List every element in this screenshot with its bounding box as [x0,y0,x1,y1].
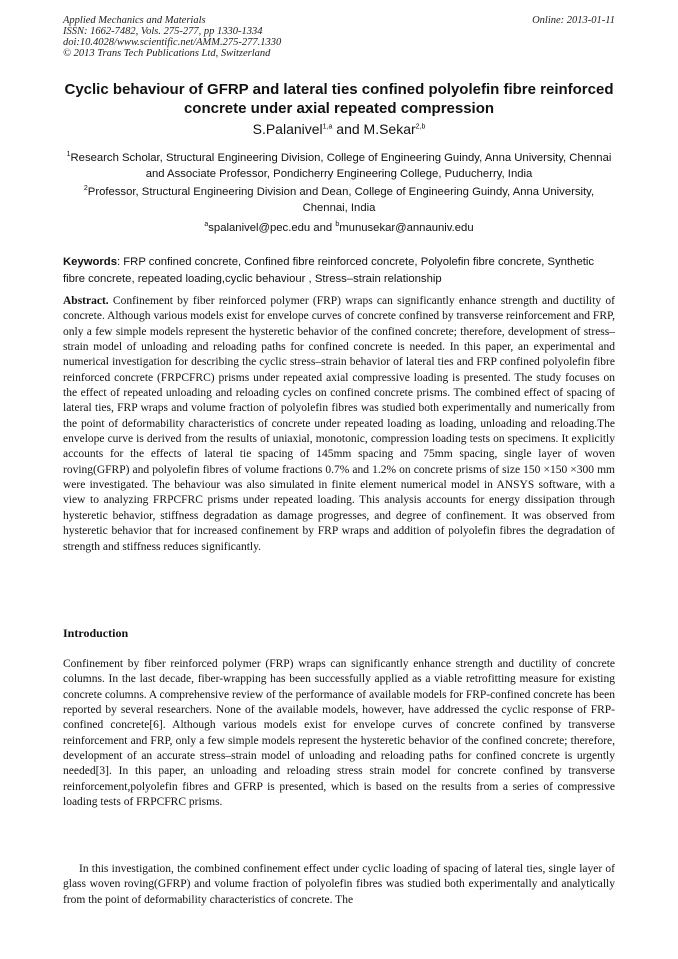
affiliation-text: Research Scholar, Structural Engineering Division, College of Engineering Guindy, Anna University, Chennai and Associate Professor, Pondicherry Engineering College, Puducherry, India [70,152,612,180]
abstract-block [63,294,615,555]
affiliation-1 [63,150,615,182]
affiliation-marker: 2 [83,185,88,193]
keywords-label: Keywords [63,256,117,268]
keywords-block [63,254,615,288]
section-heading: Introduction [63,626,129,640]
journal-header [63,15,615,59]
paragraph: Confinement by fiber reinforced polymer (FRP) wraps can significantly enhance strength and ductility of concrete columns. In the last decade, fiber-wrapping has been successfully applied as a viable retrofitting measure for existing concrete columns. A comprehensive review of the performance of available models for FRP-confined concrete has been reported by several researchers. None of the available models, however, have addressed the cyclic response of FRP-confined concrete[6]. Although various models exist for envelope curves of concrete confined by transverse reinforcement and FRP, only a few simple models represent the hysteretic behavior of the confined concrete; therefore, development of an accurate stress–strain model of unloading and reloading paths for confined concrete is urgently needed[3]. In this paper, an unloading and reloading stress strain model for concrete confined by transverse reinforcement,polyolefin fibres and GFRP is presented, which is based on the results from a series of compressive loading tests of FRPCFRC prisms. [63,658,615,809]
copyright-line: © 2013 Trans Tech Publications Ltd, Switzerland [63,48,271,59]
author-line [63,120,615,138]
affiliation-marker: 1 [66,151,71,159]
email-marker: a [204,221,209,229]
email-marker: b [335,221,340,229]
author-superscript: 2,b [415,123,426,131]
affiliation-text: Professor, Structural Engineering Division and Dean, College of Engineering Guindy, Anna University, Chennai, India [87,186,595,214]
affiliation-2 [63,184,615,216]
email-link[interactable]: spalanivel@pec.edu [208,222,311,234]
online-date: Online: 2013-01-11 [532,15,615,26]
doi-line: doi:10.4028/www.scientific.net/AMM.275-277.1330 [63,37,282,48]
email-line [63,220,615,236]
email-separator: and [310,222,336,234]
journal-name: Applied Mechanics and Materials [63,15,206,26]
author-name: S.Palanivel [252,121,323,137]
keywords-text: : FRP confined concrete, Confined fibre reinforced concrete, Polyolefin fibre concrete, Synthetic fibre concrete, repeated loading,cyclic behaviour , Stress–strain relationship [63,256,595,285]
paper-title: Cyclic behaviour of GFRP and lateral ties confined polyolefin fibre reinforced concrete under axial repeated compression [64,81,614,117]
issn-line: ISSN: 1662-7482, Vols. 275-277, pp 1330-1334 [63,26,263,37]
abstract-label: Abstract. [63,295,109,307]
author-separator: and [332,121,364,137]
email-link[interactable]: munusekar@annauniv.edu [339,222,474,234]
author-name: M.Sekar [363,121,416,137]
paragraph: In this investigation, the combined confinement effect under cyclic loading of spacing of lateral ties, single layer of glass woven roving(GFRP) and volume fraction of polyolefin fibres was studied both experimentally and analytically from the point of deformability characteristics of concrete. The [63,863,615,906]
abstract-text: Confinement by fiber reinforced polymer (FRP) wraps can significantly enhance strength and ductility of concrete. Although various models exist for envelope curves of concrete confined by transverse reinforcement and FRP, only a few simple models represent the hysteretic behavior of the confined concrete; therefore, development of stress–strain model of unloading and reloading paths for confined concrete is needed. In this paper, an experimental and numerical investigation for describing the cyclic stress–strain behavior of lateral ties and FRP confined polyolefin fibre reinforced concrete (FRPCFRC) prisms under repeated axial compressive loading is presented. The study focuses on the effect of repeated unloading and reloading cycles on confined concrete prisms. The combined effect of spacing of lateral ties, FRP wraps and volume fraction of polyolefin fibres was studied both experimentally and numerically from the point of deformability characteristics of concrete under repeated loading as loading, unloading and reloading.The envelope curve is derived from the results of uniaxial, monotonic, compression loading tests on specimens. It explicitly accounts for the effects of lateral tie spacing of 145mm spacing and 75mm spacing, single layer of woven roving(GFRP) and polyolefin fibres of volume fractions 0.7% and 1.2% on concrete prisms of size 150 ×150 ×300 mm were investigated. The behaviour was also simulated in finite element numerical model in ANSYS software, with a view to analyzing FRPCFRC prisms under repeated loading. This analysis accounts for energy dissipation through hysteretic behavior, stiffness degradation as damage progresses, and degree of confinement. It was observed from hysteretic behavior that for increased confinement by FRP wraps and addition of polyolefin fibres the degradation of strength and stiffness reduces significantly. [63,295,615,553]
author-superscript: 1,a [322,123,333,131]
